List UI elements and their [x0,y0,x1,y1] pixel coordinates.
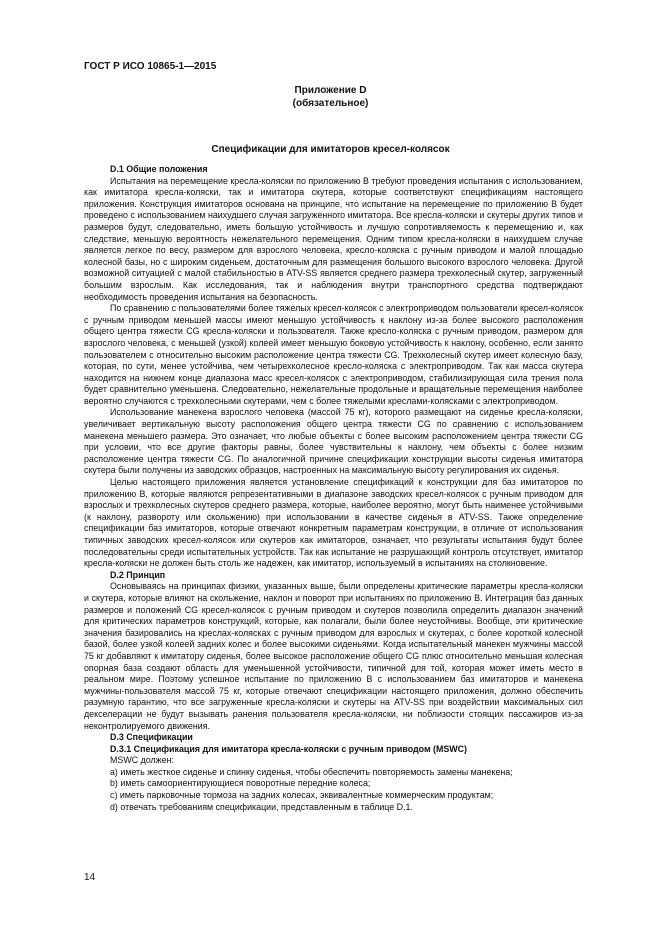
document-body [84,164,583,813]
paragraph: Испытания на перемещение кресла-коляски по приложению В требуют проведения испытания с использованием, как имитатора кресла-коляски, так и имитатора скутера, которые соответствуют спецификациям настоящего приложения. Конструкция имитаторов основана на принципе, что испытание на перемещение по приложению В будет проведено с использованием наихудшего случая загруженного имитатора. Все кресла-коляски и скутеры других типов и размеров будут, следовательно, иметь большую устойчивость и лучшую сопротивляемость к перемещению и, как следствие, меньшую вероятность нежелательного перемещения. Одним типом кресла-коляски в наихудшем случае является легкое по весу, размером для взрослого человека, кресло-коляска с ручным приводом и малой площадью колесной базы, но с широким сиденьем, достаточным для размещения большого высокого взрослого человека. Другой возможной ситуацией с малой стабильностью в ATV-SS является среднего размера трехколесный скутер, загруженный большим взрослым. Как исследования, так и наблюдения внутри транспортного средства подтверждают необходимость проведения испытания на безопасность. [84,175,583,302]
paragraph: Целью настоящего приложения является установление спецификаций к конструкции для баз имитаторов по приложению В, которые являются репрезентативными в диапазоне заводских кресел-колясок с ручным приводом для взрослых и трехколесных скутеров среднего размера, которые, наиболее вероятно, могут быть наименее устойчивыми (к наклону, развороту или скольжению) при использовании в качестве сиденья в ATV-SS. Также определение спецификации баз имитаторов, которые отвечают конкретным параметрам конструкции, в отличие от использования типичных заводских кресел-колясок или скутеров как имитаторов, означает, что результаты испытания будут более последовательны среди испытательных устройств. Так как испытание не разрушающий контроль отсутствует, имитатор кресла-коляски не должен быть столь же надежен, как имитатор, используемый в испытаниях на столкновение. [84,477,583,569]
list-intro: MSWC должен: [110,755,174,766]
section-heading-d3: D.3 Спецификации [110,732,193,743]
paragraph: Основываясь на принципах физики, указанных выше, были определены критические параметры кресла-коляски и скутера, которые влияют на скольжение, наклон и поворот при испытаниях по приложению В. Интеграция баз данных размеров и положений CG кресел-колясок с ручным приводом и скутеров позволила определить диапазон значений для критических параметров конструкций, которые, как полагали, были более неустойчивы. Вообще, эти критические значения базировались на креслах-колясках с ручным приводом для взрослых и скутерах, с более короткой колесной базой, более узкой колеей задних колес и более высокими сиденьями. Когда испытательный манекен мужчины массой 75 кг добавляют к имитатору сиденья, более высокое расположение общего CG плюс относительно меньшая колесная опорная база создают область для уменьшенной устойчивости, типичной для той, которая может иметь место в реальном мире. Поэтому успешное испытание по приложению В с использованием баз имитаторов и манекена мужчины-пользователя массой 75 кг, которые отвечают спецификации настоящего приложения, должно обеспечить разумную гарантию, что все загруженные кресла-коляски и скутеры на ATV-SS при воздействии максимальных сил декселерации не будут вызывать ранения пользователя кресла-коляски, ни поблизости стоящих пассажиров из-за неконтролируемого движения. [84,581,583,731]
paragraph: По сравнению с пользователями более тяжелых кресел-колясок с электроприводом пользователи кресел-колясок с ручным приводом меньшей массы имеют меньшую устойчивость к наклону из-за более высокого расположения общего центра тяжести CG кресла-коляски и пользователя. Также кресло-коляска с ручным приводом, размером для взрослого человека, с меньшей (узкой) колеей имеет меньшую боковую устойчивость к наклону, особенно, если занято пользователем с относительно высоким расположение центра тяжести CG. Трехколесный скутер имеет колесную базу, которая, по сути, менее устойчива, чем четырехколесное кресло-коляска с электроприводом. Так как масса скутера находится на нижнем конце диапазона масс кресел-колясок с электроприводом, стабилизирующая сила трения пола будет сравнительно уменьшена. Следовательно, нежелательные продольные и вращательные перемещения наиболее вероятно случаются с трехколесными скутерами, чем с более тяжелыми креслами-колясками с электроприводом. [84,303,583,406]
section-heading-d2: D.2 Принцип [110,569,166,580]
paragraph: Использование манекена взрослого человека (массой 75 кг), которого размещают на сиденье кресла-коляски, увеличивает вертикальную высоту расположения общего центра тяжести CG по сравнению с использованием манекена меньшего размера. Это означает, что любые объекты с более высоким расположением центра тяжести CG при условии, что все другие факторы равны, более чувствительны к наклону, чем объекты с более низким расположение центра тяжести CG. По аналогичной причине спецификации конструкции высоты сиденья имитатора скутера были получены из заводских образцов, настроенных на максимальную высоту регулирования их сиденья. [84,407,583,476]
list-item: d) отвечать требованиям спецификации, представленным в таблице D.1. [110,801,413,812]
list-item: b) иметь самоориентирующиеся поворотные передние колеса; [110,778,371,789]
list-item: a) иметь жесткое сиденье и спинку сиденья, чтобы обеспечить повторяемость замены манекена; [110,766,513,777]
document-header: ГОСТ Р ИСО 10865-1—2015 [84,61,217,72]
annex-heading [0,84,661,110]
page-number: 14 [84,872,96,883]
annex-status: (обязательное) [292,98,369,109]
annex-title: Спецификации для имитаторов кресел-колясок [211,144,450,155]
section-heading-d1: D.1 Общие положения [110,164,208,174]
list-item: c) иметь парковочные тормоза на задних колесах, эквивалентные коммерческим продуктам; [110,790,494,801]
subsection-heading-d31: D.3.1 Спецификация для имитатора кресла-коляски с ручным приводом (MSWC) [110,743,468,754]
annex-label: Приложение D [294,85,367,96]
